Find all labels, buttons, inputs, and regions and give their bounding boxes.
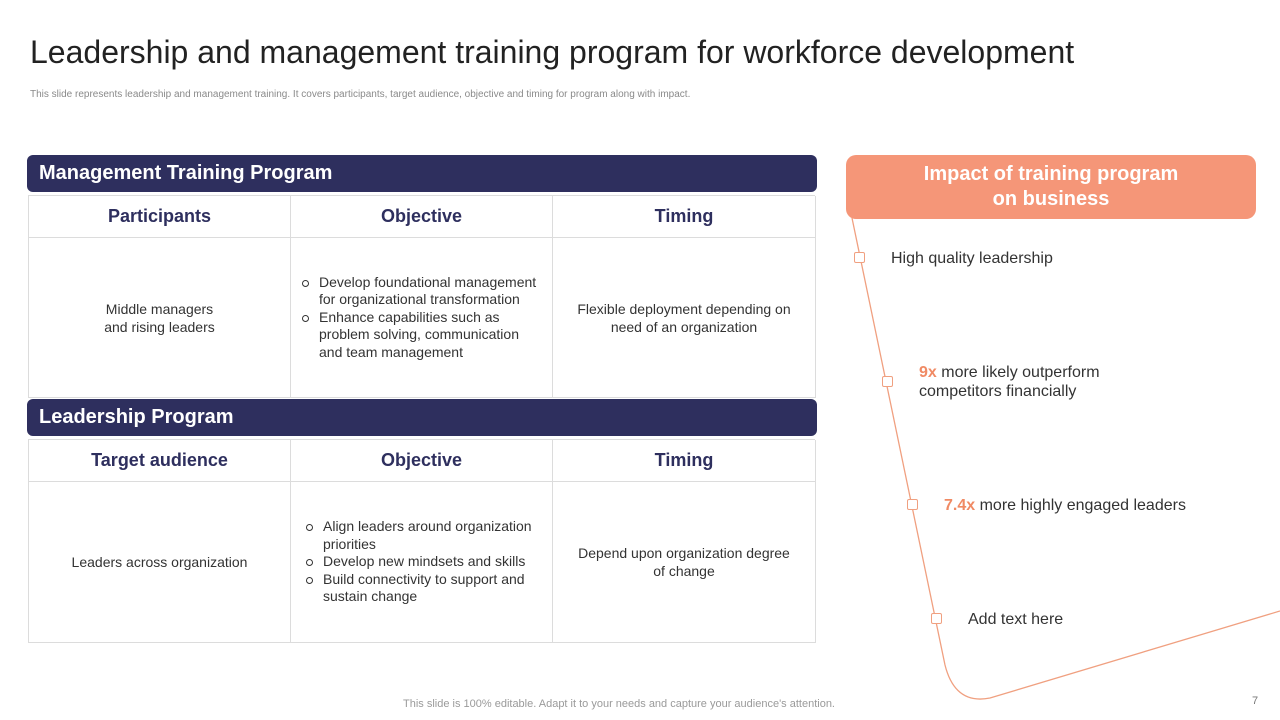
impact-item-1 <box>891 249 1053 268</box>
objective-item: Build connectivity to support and sustain change <box>305 571 538 606</box>
objective-item: Develop new mindsets and skills <box>305 553 538 571</box>
timeline-marker <box>931 613 942 624</box>
impact-heading-line: on business <box>992 188 1110 210</box>
target-audience-cell: Leaders across organization <box>29 482 291 643</box>
impact-item-4 <box>968 610 1063 629</box>
slide-footer: This slide is 100% editable. Adapt it to your needs and capture your audience's attention. <box>403 698 835 710</box>
impact-item-2 <box>919 363 1100 401</box>
management-program-heading: Management Training Program <box>27 155 817 192</box>
impact-item-3 <box>944 496 1186 515</box>
impact-text-line2: competitors financially <box>919 383 1077 400</box>
impact-text: more highly engaged leaders <box>975 497 1186 514</box>
objective-header: Objective <box>291 440 553 482</box>
objective-header: Objective <box>291 196 553 238</box>
slide-title: Leadership and management training program for workforce development <box>30 34 1075 70</box>
timeline-marker <box>907 499 918 510</box>
participants-line: and rising leaders <box>104 318 215 335</box>
timing-cell: Depend upon organization degree of change <box>553 482 816 643</box>
timeline-line <box>852 218 1280 699</box>
impact-text: more likely outperform <box>936 364 1100 381</box>
slide-subtitle: This slide represents leadership and management training. It covers participants, target audience, objective and timing for program along with impact. <box>30 89 691 100</box>
impact-highlight: 7.4x <box>944 497 976 514</box>
timeline-marker <box>854 252 865 263</box>
impact-text: Add text here <box>968 611 1064 628</box>
objective-item: Align leaders around organization priorities <box>305 518 538 553</box>
objective-item: Enhance capabilities such as problem solving, communication and team management <box>301 309 538 362</box>
impact-text: High quality leadership <box>891 250 1053 267</box>
page-number: 7 <box>1252 695 1259 707</box>
target-audience-header: Target audience <box>29 440 291 482</box>
impact-heading-line: Impact of training program <box>923 163 1179 185</box>
timing-cell: Flexible deployment depending on need of an organization <box>553 238 816 398</box>
leadership-program-heading: Leadership Program <box>27 399 817 436</box>
objective-item: Develop foundational management for organizational transformation <box>301 274 538 309</box>
timing-header: Timing <box>553 196 816 238</box>
timing-header: Timing <box>553 440 816 482</box>
participants-header: Participants <box>29 196 291 238</box>
impact-highlight: 9x <box>919 364 937 381</box>
participants-line: Middle managers <box>105 300 214 317</box>
timeline-marker <box>882 376 893 387</box>
